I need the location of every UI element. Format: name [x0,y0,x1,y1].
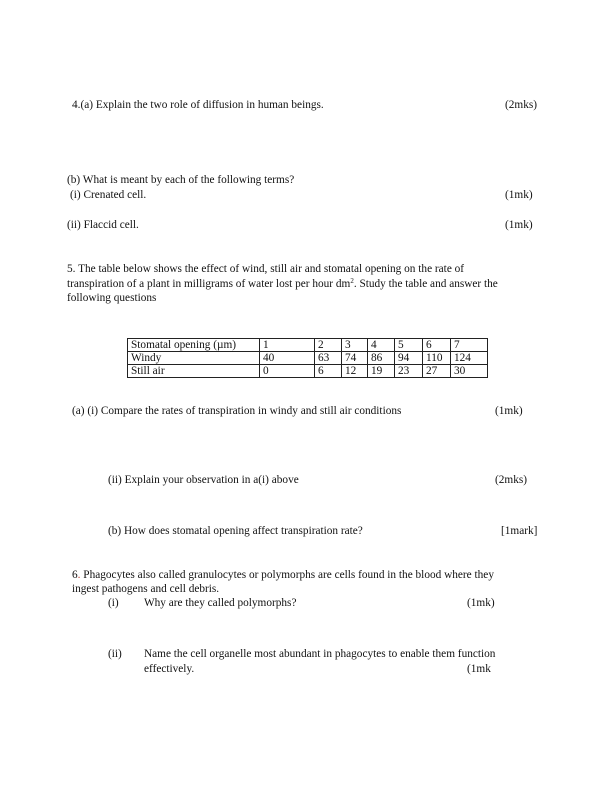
q5b-text: (b) How does stomatal opening affect transpiration rate? [108,525,363,537]
q5b-marks: [1mark] [501,525,538,537]
q6-intro-rest: Phagocytes also called granulocytes or polymorphs are cells found in the blood where they [80,569,494,581]
cell: 94 [395,352,423,365]
cell: 3 [342,339,368,352]
transpiration-table [127,338,488,378]
table-row [128,352,488,365]
q6ii-num: (ii) [108,648,122,660]
cell: 23 [395,365,423,378]
q4b-i-marks: (1mk) [505,189,533,201]
cell: 0 [260,365,315,378]
cell: 5 [395,339,423,352]
q6i-text: Why are they called polymorphs? [144,597,297,609]
q5a-ii-text: (ii) Explain your observation in a(i) above [108,474,299,486]
q5a-ii-marks: (2mks) [495,474,528,486]
q6i-marks: (1mk) [467,597,495,609]
q6ii-marks: (1mk [467,663,491,675]
cell: 40 [260,352,315,365]
cell: 7 [451,339,488,352]
q4b-i-text: (i) Crenated cell. [70,189,147,201]
q6i-num: (i) [108,597,119,609]
cell: 86 [368,352,395,365]
cell: 2 [315,339,342,352]
q5a-i-marks: (1mk) [495,405,523,417]
q6-number: 6 [72,569,78,581]
row-label: Still air [128,365,260,378]
q5-intro-sup: 2 [350,277,354,285]
q4b-ii-text: (ii) Flaccid cell. [67,219,139,231]
q6-intro-line2: ingest pathogens and cell debris. [72,583,220,595]
q6ii-text-line2: effectively. [144,663,195,675]
q5-intro-line1: 5. The table below shows the effect of wind, still air and stomatal opening on the rate of [67,263,465,275]
cell: 12 [342,365,368,378]
q6-dot: . [77,569,81,581]
table-row [128,365,488,378]
q5-intro-line3: following questions [67,292,157,304]
row-label: Stomatal opening (µm) [128,339,260,352]
q4a-marks: (2mks) [505,99,538,111]
q5-intro-line2 [67,278,498,291]
cell: 63 [315,352,342,365]
q5-intro-line2-pre: transpiration of a plant in milligrams of water lost per hour dm [67,278,351,290]
q4a-text: 4.(a) Explain the two role of diffusion in human beings. [72,99,324,111]
cell: 1 [260,339,315,352]
q6ii-text-line1: Name the cell organelle most abundant in phagocytes to enable them function [144,648,496,660]
cell: 6 [423,339,451,352]
cell: 74 [342,352,368,365]
cell: 19 [368,365,395,378]
cell: 6 [315,365,342,378]
cell: 110 [423,352,451,365]
q5-intro-line2-post: . Study the table and answer the [353,278,498,290]
cell: 30 [451,365,488,378]
q4b-intro: (b) What is meant by each of the following terms? [67,174,295,186]
cell: 27 [423,365,451,378]
table-row [128,339,488,352]
q4b-ii-marks: (1mk) [505,219,533,231]
row-label: Windy [128,352,260,365]
cell: 124 [451,352,488,365]
q5a-i-text: (a) (i) Compare the rates of transpiration in windy and still air conditions [72,405,402,417]
q6-intro-line1 [72,569,494,582]
cell: 4 [368,339,395,352]
